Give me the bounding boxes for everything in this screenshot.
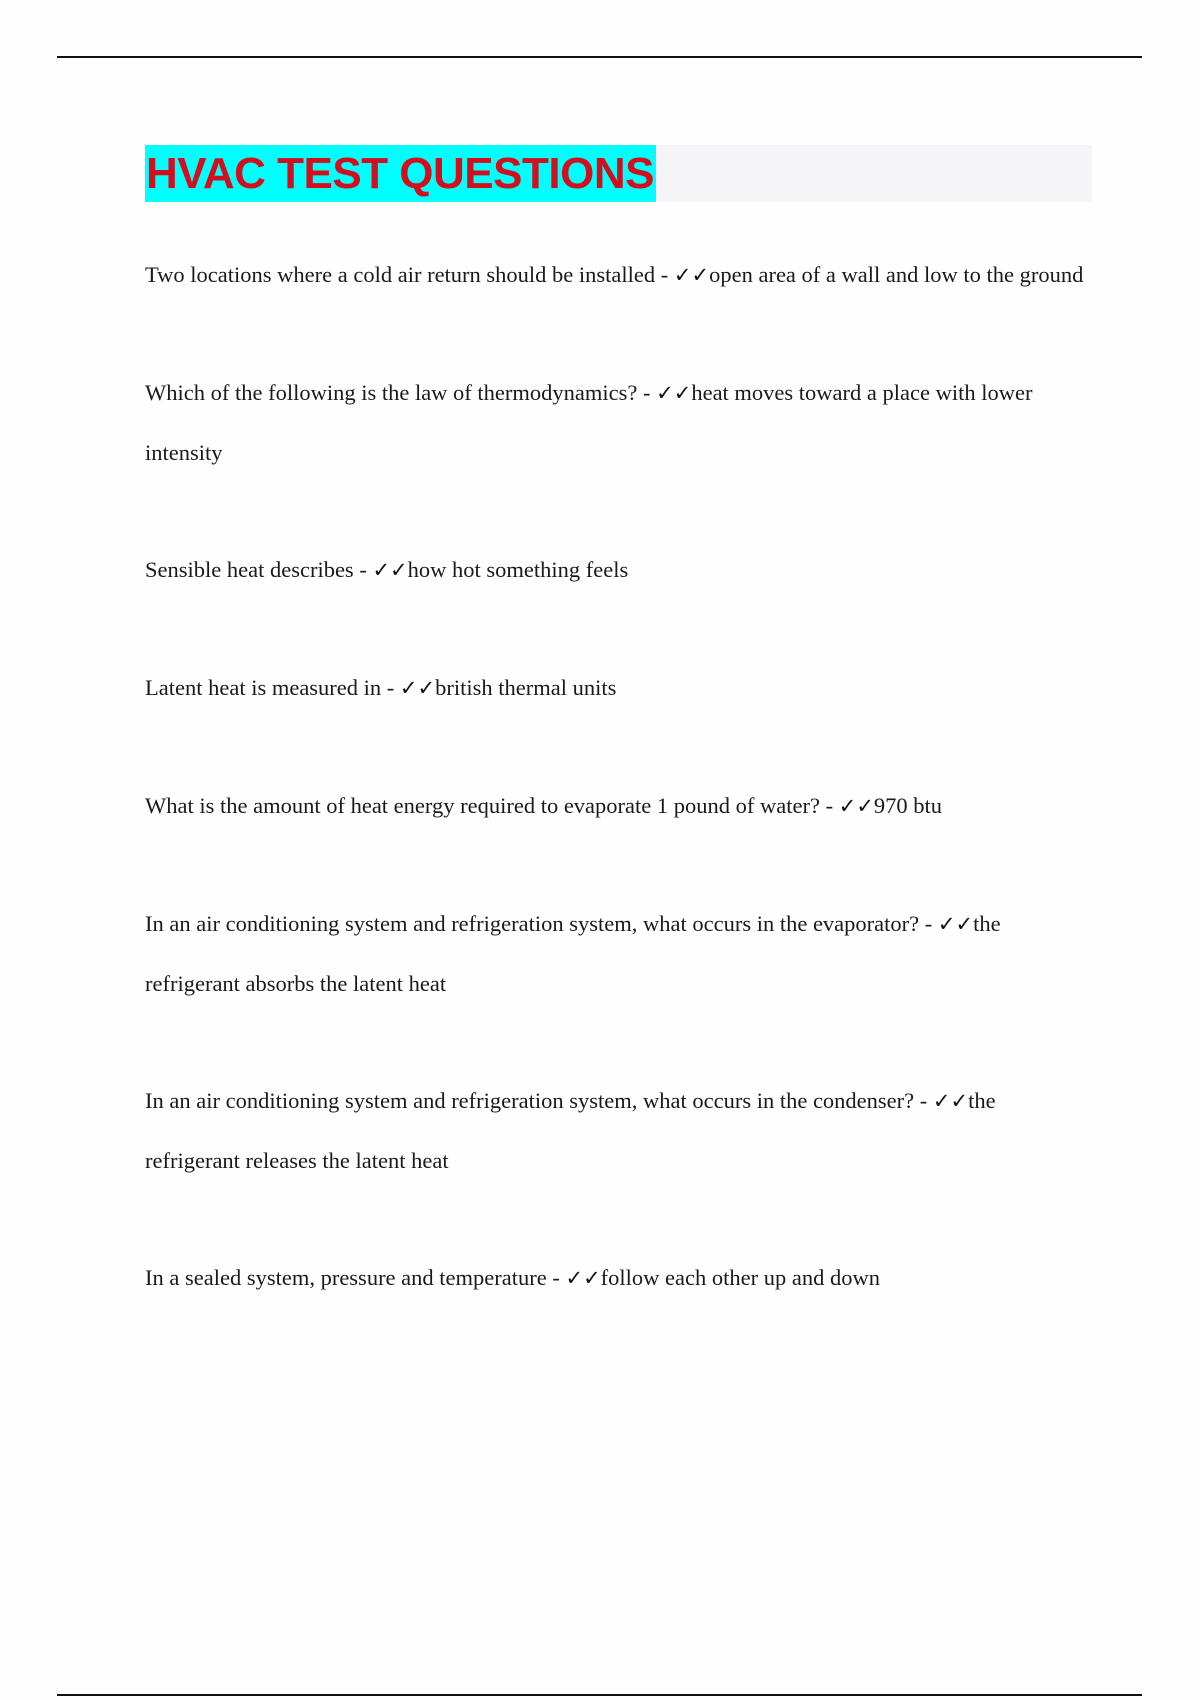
qa-item <box>145 245 1095 305</box>
bottom-rule <box>57 1694 1142 1696</box>
answer-text: heat moves toward a place with lower intensity <box>145 380 1033 465</box>
qa-item <box>145 658 1095 718</box>
answer-text: 970 btu <box>873 793 943 818</box>
question-text: Latent heat is measured in <box>145 675 382 700</box>
double-check-icon: ✓✓ <box>565 1266 601 1290</box>
separator: - <box>381 675 400 700</box>
question-text: In a sealed system, pressure and temperature <box>145 1265 547 1290</box>
double-check-icon: ✓✓ <box>656 381 692 405</box>
separator: - <box>637 380 657 405</box>
double-check-icon: ✓✓ <box>399 676 436 700</box>
qa-item <box>145 894 1095 1013</box>
document-title: HVAC TEST QUESTIONS <box>145 145 656 202</box>
separator: - <box>655 262 674 287</box>
question-text: Which of the following is the law of thermodynamics? <box>145 380 638 405</box>
question-text: What is the amount of heat energy required to evaporate 1 pound of water? <box>145 793 820 818</box>
question-text: In an air conditioning system and refrigeration system, what occurs in the condenser? <box>145 1088 915 1113</box>
double-check-icon: ✓✓ <box>673 263 710 287</box>
answer-text: open area of a wall and low to the ground <box>709 262 1084 287</box>
answer-text: the refrigerant absorbs the latent heat <box>145 911 1001 996</box>
qa-item <box>145 363 1095 482</box>
answer-text: follow each other up and down <box>600 1265 880 1290</box>
answer-text: how hot something feels <box>407 557 629 582</box>
qa-item <box>145 540 1095 600</box>
separator: - <box>353 557 373 582</box>
qa-item <box>145 1071 1095 1190</box>
answer-text: the refrigerant releases the latent heat <box>145 1088 996 1173</box>
answer-text: british thermal units <box>435 675 617 700</box>
separator: - <box>919 911 938 936</box>
double-check-icon: ✓✓ <box>838 794 874 818</box>
question-text: In an air conditioning system and refrigeration system, what occurs in the evaporator? <box>145 911 920 936</box>
double-check-icon: ✓✓ <box>372 558 408 582</box>
qa-list <box>145 245 1095 1366</box>
top-rule <box>57 56 1142 58</box>
double-check-icon: ✓✓ <box>937 912 974 936</box>
separator: - <box>819 793 839 818</box>
qa-item <box>145 1248 1095 1308</box>
question-text: Sensible heat describes <box>145 557 354 582</box>
qa-item <box>145 776 1095 836</box>
separator: - <box>546 1265 566 1290</box>
question-text: Two locations where a cold air return should be installed <box>145 262 656 287</box>
double-check-icon: ✓✓ <box>932 1089 969 1113</box>
separator: - <box>914 1088 933 1113</box>
